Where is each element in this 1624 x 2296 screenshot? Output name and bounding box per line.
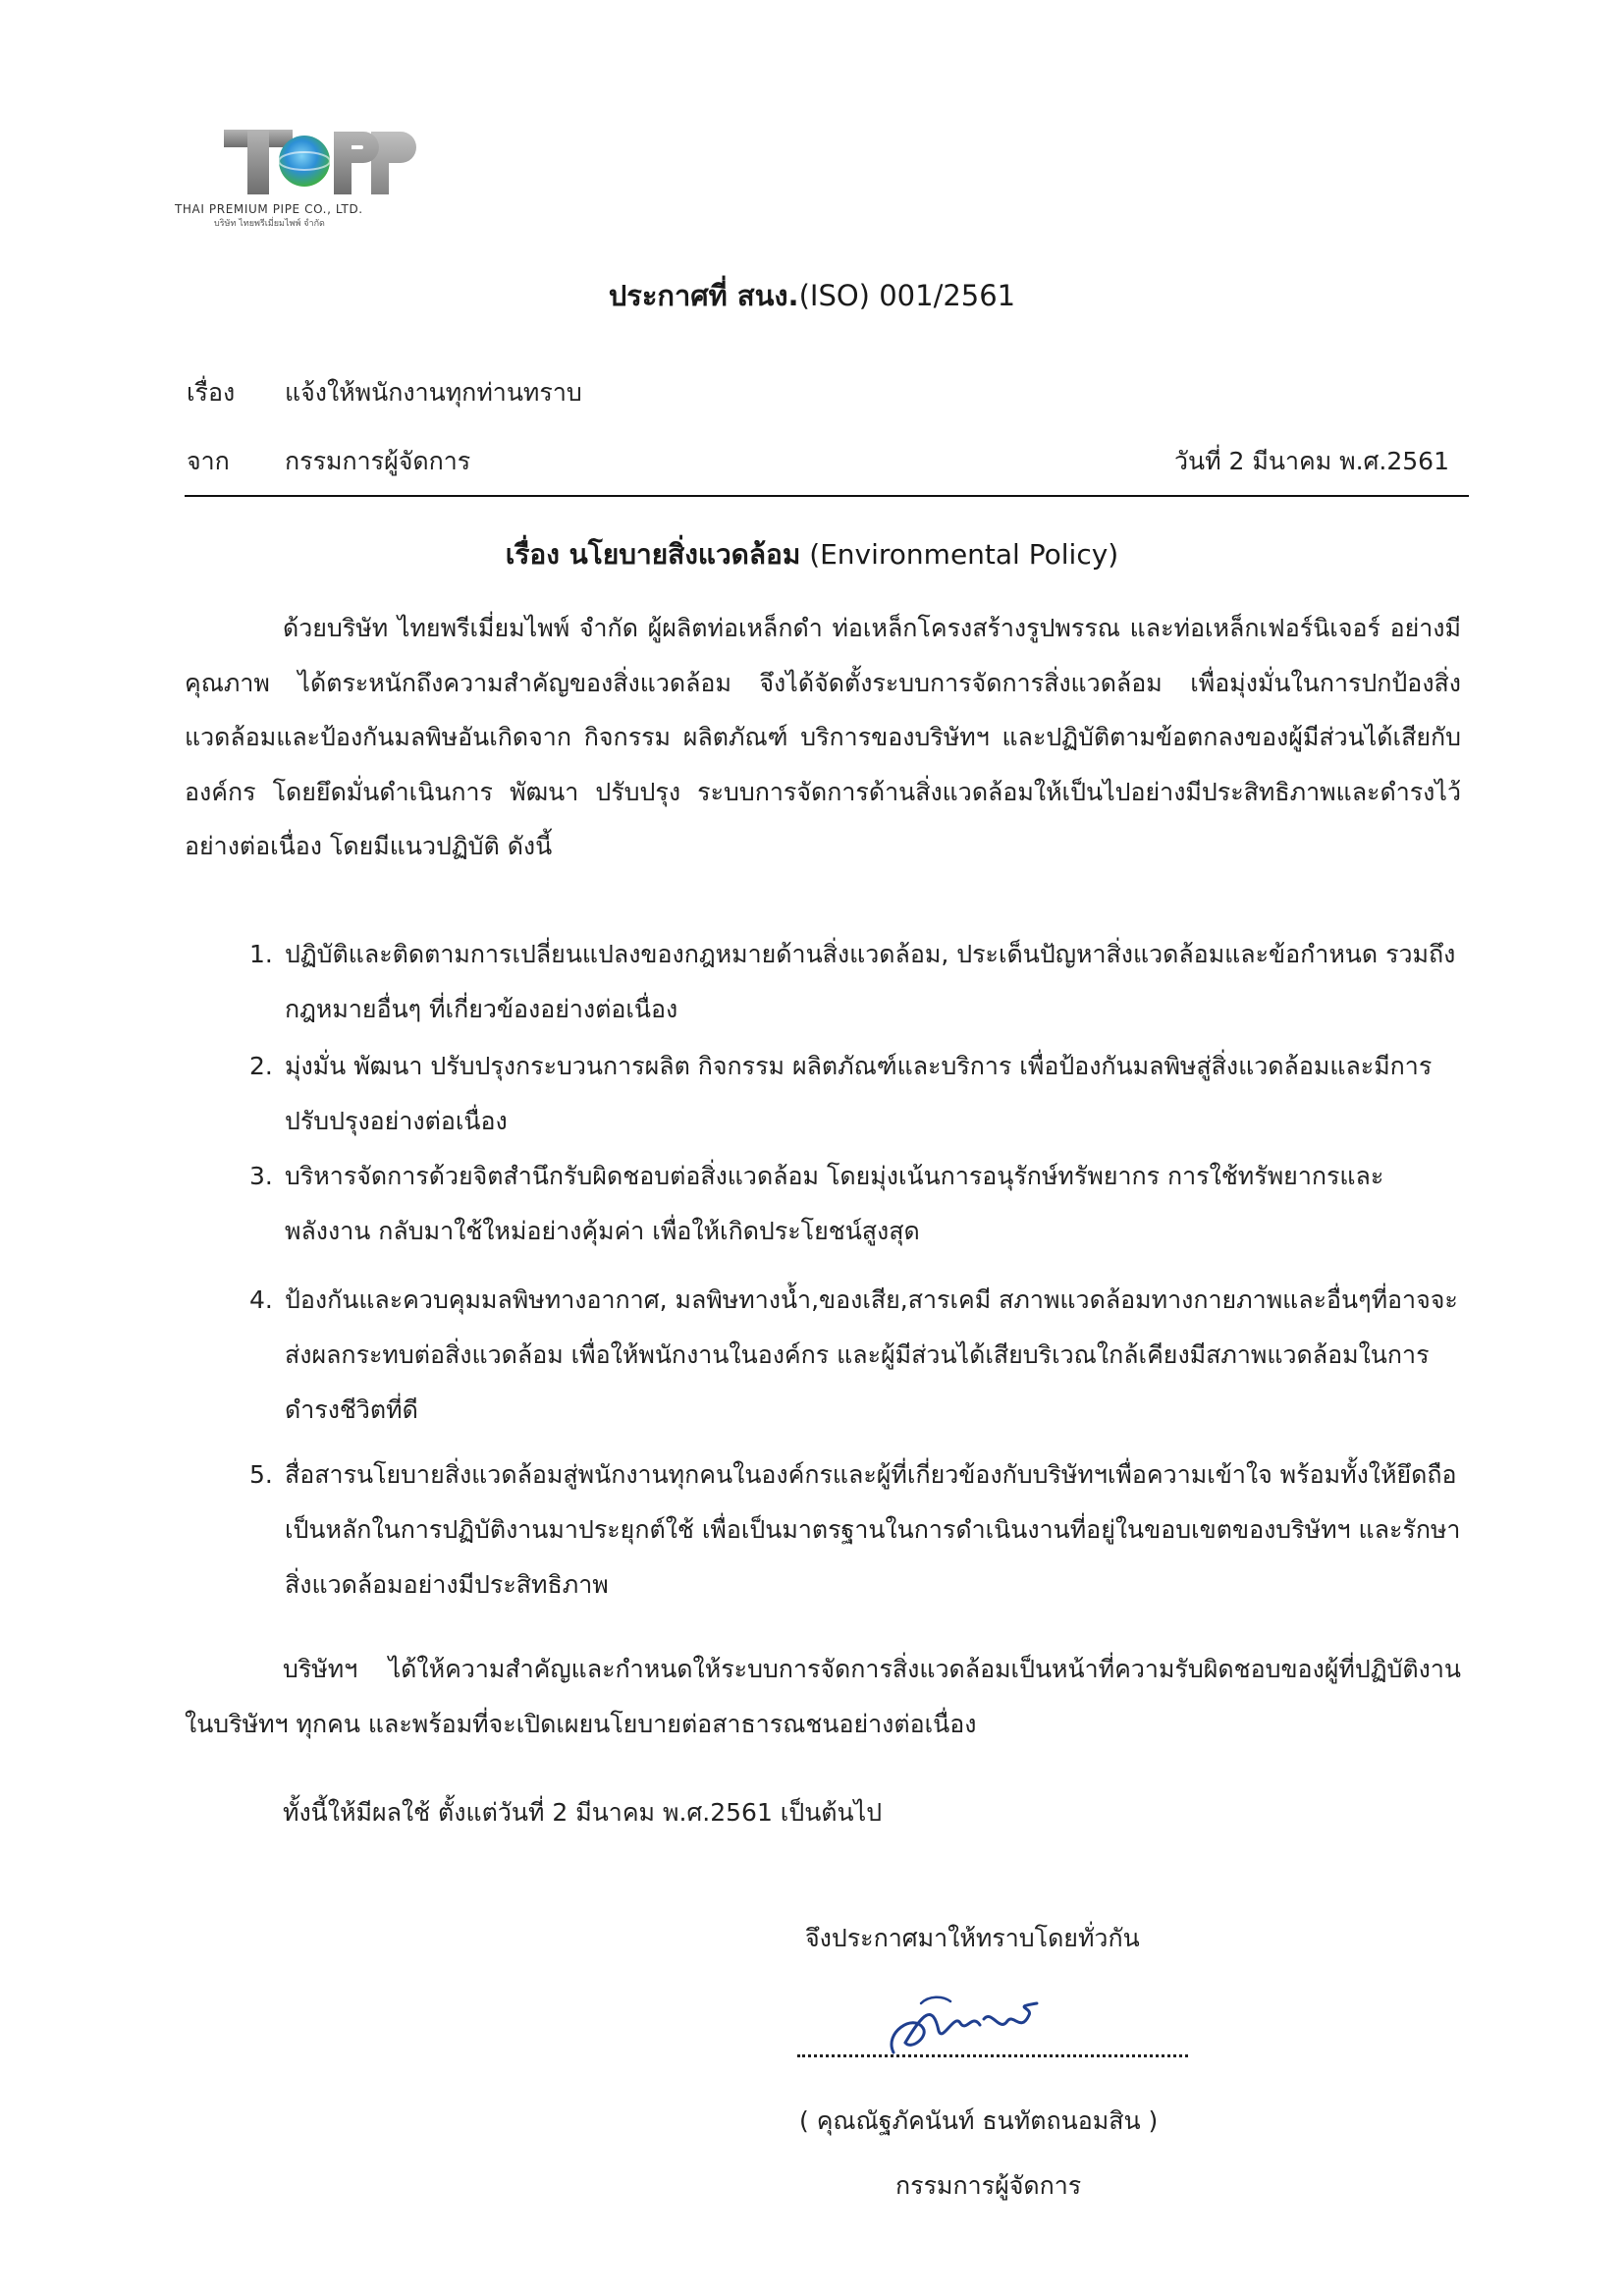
policy-item-2 xyxy=(249,1039,1463,1149)
intro-paragraph: ด้วยบริษัท ไทยพรีเมี่ยมไพพ์ จำกัด ผู้ผลิตท่อเหล็กดำ ท่อเหล็กโครงสร้างรูปพรรณ และท่อเหล็กเฟอร์นิเจอร์ อย่างมีคุณภาพ ได้ตระหนักถึงความสำคัญของสิ่งแวดล้อม จึงได้จัดตั้งระบบการจัดการสิ่งแวดล้อม เพื่อมุ่งมั่นในการปกป้องสิ่งแวดล้อมและป้องกันมลพิษอันเกิดจาก กิจกรรม ผลิตภัณฑ์ บริการของบริษัทฯ และปฏิบัติตามข้อตกลงของผู้มีส่วนได้เสียกับองค์กร โดยยึดมั่นดำเนินการ พัฒนา ปรับปรุง ระบบการจัดการด้านสิ่งแวดล้อมให้เป็นไปอย่างมีประสิทธิภาพและดำรงไว้อย่างต่อเนื่อง โดยมีแนวปฏิบัติ ดังนี้ xyxy=(185,614,1461,860)
item-number: 2. xyxy=(249,1052,273,1080)
item-text: ป้องกันและควบคุมมลพิษทางอากาศ, มลพิษทางน้ำ,ของเสีย,สารเคมี สภาพแวดล้อมทางกายภาพและอื่นๆที่อาจจะส่งผลกระทบต่อสิ่งแวดล้อม เพื่อให้พนักงานในองค์กร และผู้มีส่วนได้เสียบริเวณใกล้เคียงมีสภาพแวดล้อมในการดำรงชีวิตที่ดี xyxy=(285,1285,1458,1424)
signatory-position: กรรมการผู้จัดการ xyxy=(895,2171,1082,2200)
item-number: 1. xyxy=(249,940,273,968)
policy-heading-english: (Environmental Policy) xyxy=(809,538,1119,571)
policy-item-5 xyxy=(249,1448,1463,1613)
item-number: 3. xyxy=(249,1162,273,1190)
item-text: ปฏิบัติและติดตามการเปลี่ยนแปลงของกฎหมายด้านสิ่งแวดล้อม, ประเด็นปัญหาสิ่งแวดล้อมและข้อกำหนด รวมถึงกฎหมายอื่นๆ ที่เกี่ยวข้องอย่างต่อเนื่อง xyxy=(285,940,1456,1023)
header-divider xyxy=(185,495,1469,497)
title-code: (ISO) 001/2561 xyxy=(798,279,1016,312)
closing-paragraph: บริษัทฯ ได้ให้ความสำคัญและกำหนดให้ระบบการจัดการสิ่งแวดล้อมเป็นหน้าที่ความรับผิดชอบของผู้ที่ปฏิบัติงานในบริษัทฯ ทุกคน และพร้อมที่จะเปิดเผยนโยบายต่อสาธารณชนอย่างต่อเนื่อง xyxy=(185,1655,1461,1738)
subject-value: แจ้งให้พนักงานทุกท่านทราบ xyxy=(285,378,582,407)
item-text: สื่อสารนโยบายสิ่งแวดล้อมสู่พนักงานทุกคนในองค์กรและผู้ที่เกี่ยวข้องกับบริษัทฯเพื่อความเข้าใจ พร้อมทั้งให้ยึดถือเป็นหลักในการปฏิบัติงานมาประยุกต์ใช้ เพื่อเป็นมาตรฐานในการดำเนินงานที่อยู่ในขอบเขตของบริษัทฯ และรักษาสิ่งแวดล้อมอย่างมีประสิทธิภาพ xyxy=(285,1460,1461,1599)
policy-item-3 xyxy=(249,1149,1463,1259)
effective-date-paragraph: ทั้งนี้ให้มีผลใช้ ตั้งแต่วันที่ 2 มีนาคม พ.ศ.2561 เป็นต้นไป xyxy=(283,1798,883,1827)
signature-line xyxy=(797,2052,1188,2057)
from-value: กรรมการผู้จัดการ xyxy=(285,447,471,475)
policy-item-1 xyxy=(249,927,1463,1037)
from-label: จาก xyxy=(187,447,230,475)
item-text: มุ่งมั่น พัฒนา ปรับปรุงกระบวนการผลิต กิจกรรม ผลิตภัณฑ์และบริการ เพื่อป้องกันมลพิษสู่สิ่งแวดล้อมและมีการปรับปรุงอย่างต่อเนื่อง xyxy=(285,1052,1433,1135)
document-date: วันที่ 2 มีนาคม พ.ศ.2561 xyxy=(1173,447,1449,475)
item-number: 5. xyxy=(249,1460,273,1489)
logo-company-name: THAI PREMIUM PIPE CO., LTD. xyxy=(175,202,363,216)
announcement-line: จึงประกาศมาให้ทราบโดยทั่วกัน xyxy=(805,1924,1140,1952)
policy-heading-thai: เรื่อง นโยบายสิ่งแวดล้อม xyxy=(505,538,801,571)
signatory-name: ( คุณณัฐภัคนันท์ ธนทัตถนอมสิน ) xyxy=(799,2106,1159,2135)
logo-company-name-thai: บริษัท ไทยพรีเมี่ยมไพพ์ จำกัด xyxy=(214,219,325,229)
policy-heading xyxy=(0,533,1624,576)
policy-item-4 xyxy=(249,1273,1463,1438)
subject-label: เรื่อง xyxy=(187,378,236,407)
handwritten-signature xyxy=(864,1974,1080,2072)
item-text: บริหารจัดการด้วยจิตสำนึกรับผิดชอบต่อสิ่งแวดล้อม โดยมุ่งเน้นการอนุรักษ์ทรัพยากร การใช้ทรัพยากรและพลังงาน กลับมาใช้ใหม่อย่างคุ้มค่า เพื่อให้เกิดประโยชน์สูงสุด xyxy=(285,1162,1384,1245)
document-title xyxy=(0,273,1624,318)
item-number: 4. xyxy=(249,1285,273,1314)
title-main: ประกาศที่ สนง. xyxy=(608,279,799,312)
